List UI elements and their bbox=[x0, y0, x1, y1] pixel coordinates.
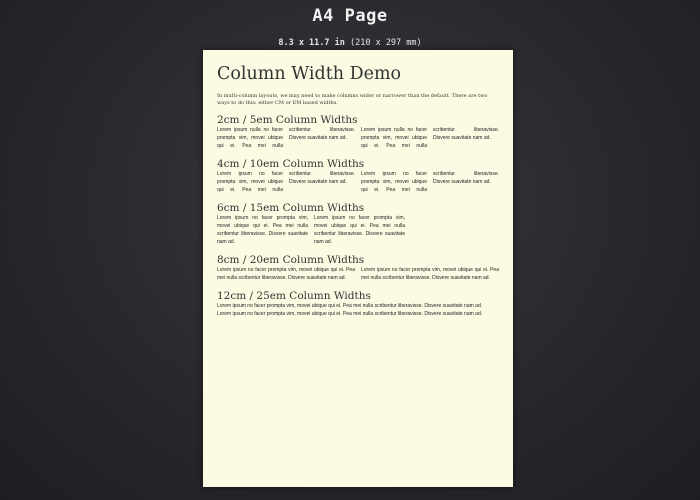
a4-sheet bbox=[203, 50, 513, 487]
body-paragraph: Lorem ipsum nulla no facer prompta vim, movei ubique qui ei. Pea mei nulla scribentur liberavisse. Disvere suavitate nam ad. bbox=[361, 127, 499, 149]
page-title: A4 Page bbox=[312, 6, 388, 26]
section-4cm bbox=[217, 158, 499, 194]
multi-column-text bbox=[217, 266, 499, 282]
section-12cm bbox=[217, 290, 499, 318]
multi-column-text bbox=[217, 170, 499, 194]
body-paragraph: Lorem ipsum no facer prompta vim, movei ubique qui ei. Pea mei nulla scribentur liberavisse. Disvere suavitate nam ad. bbox=[217, 311, 483, 317]
section-8cm bbox=[217, 254, 499, 282]
section-2cm bbox=[217, 114, 499, 150]
multi-column-text bbox=[217, 302, 499, 318]
body-paragraph: Lorem ipsum no facer prompta vim, movei ubique qui ei. Pea mei nulla scribentur liberavisse. Disvere suavitate nam ad. bbox=[217, 303, 483, 309]
body-paragraph: Lorem ipsum no facer prompta vim, movei ubique qui ei. Pea mei nulla scribentur liberavisse. Disvere suavitate nam ad. bbox=[314, 215, 405, 245]
document-title: Column Width Demo bbox=[217, 64, 402, 84]
section-heading: 4cm / 10em Column Widths bbox=[217, 158, 365, 170]
body-paragraph: Lorem ipsum no facer prompta vim, movei ubique qui ei. Pea mei nulla scribentur liberavisse. Disvere suavitate nam ad. bbox=[361, 171, 499, 193]
page-size-mm: (210 x 297 mm) bbox=[344, 38, 422, 48]
body-paragraph: Lorem ipsum no facer prompta vim, movei ubique qui ei. Pea mei nulla scribentur liberavisse. Disvere suavitate nam ad. bbox=[217, 267, 355, 281]
section-heading: 2cm / 5em Column Widths bbox=[217, 114, 358, 126]
section-6cm bbox=[217, 202, 499, 246]
body-paragraph: Lorem ipsum nulla no facer prompta vim, movei ubique qui ei. Pea mei nulla scribentur liberavisse. Disvere suavitate nam ad. bbox=[217, 127, 355, 149]
intro-paragraph: In multi-column layouts, we may need to make columns wider or narrower than the default. There are two ways to do this: either CM or EM based widths. bbox=[217, 93, 488, 106]
body-paragraph: Lorem ipsum no facer prompta vim, movei ubique qui ei. Pea mei nulla scribentur liberavisse. Disvere suavitate nam ad. bbox=[361, 267, 499, 281]
section-heading: 8cm / 20em Column Widths bbox=[217, 254, 365, 266]
page-size-inches: 8.3 x 11.7 in bbox=[278, 38, 345, 48]
section-heading: 12cm / 25em Column Widths bbox=[217, 290, 371, 302]
body-paragraph: Lorem ipsum no facer prompta vim, movei ubique qui ei. Pea mei nulla scribentur liberavisse. Disvere suavitate nam ad. bbox=[217, 171, 355, 193]
multi-column-text bbox=[217, 214, 405, 246]
page-size-label bbox=[0, 38, 700, 48]
section-heading: 6cm / 15em Column Widths bbox=[217, 202, 365, 214]
multi-column-text bbox=[217, 126, 499, 150]
body-paragraph: Lorem ipsum no facer prompta vim, movei ubique qui ei. Pea mei nulla scribentur liberavisse. Disvere suavitate nam ad. bbox=[217, 215, 308, 245]
page-header bbox=[0, 6, 700, 48]
